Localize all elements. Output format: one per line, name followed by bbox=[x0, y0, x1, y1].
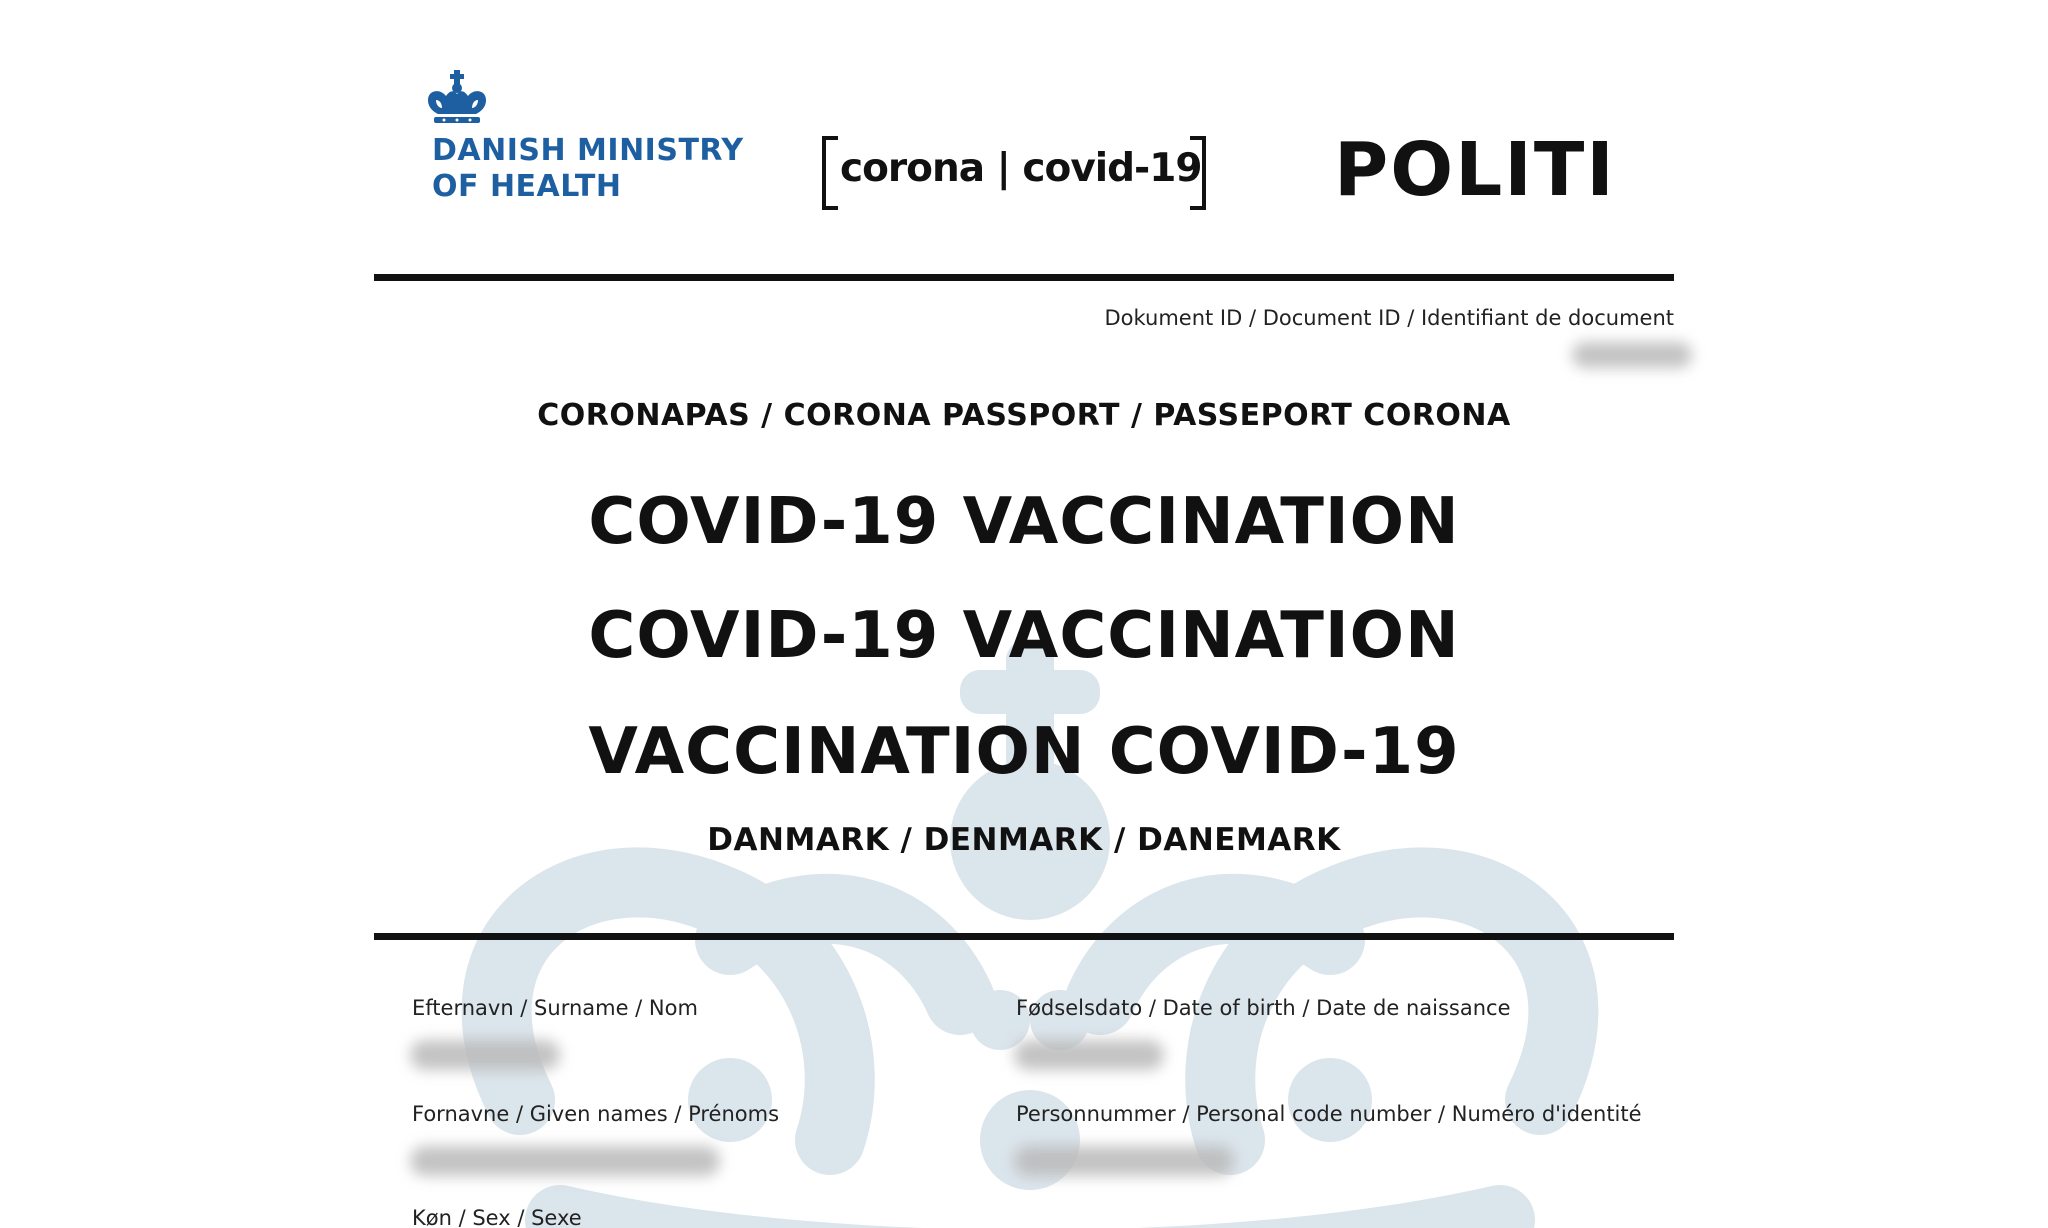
passport-subtitle: CORONAPAS / CORONA PASSPORT / PASSEPORT CORONA bbox=[537, 398, 1511, 433]
title-danish: COVID-19 VACCINATION bbox=[588, 485, 1460, 559]
corona-covid-text: corona | covid-19 bbox=[840, 146, 1202, 191]
country-line: DANMARK / DENMARK / DANEMARK bbox=[707, 822, 1341, 858]
top-divider bbox=[374, 274, 1674, 281]
surname-label: Efternavn / Surname / Nom bbox=[412, 996, 698, 1020]
given-names-redacted-value bbox=[410, 1146, 720, 1176]
left-bracket-icon bbox=[822, 136, 838, 210]
document-id-label: Dokument ID / Document ID / Identifiant de document bbox=[1104, 306, 1674, 330]
right-bracket-icon bbox=[1190, 136, 1206, 210]
ministry-of-health-logo bbox=[420, 68, 750, 218]
document-id-redacted-value bbox=[1572, 342, 1692, 368]
date-of-birth-redacted-value bbox=[1014, 1040, 1164, 1070]
crown-icon bbox=[424, 70, 490, 130]
date-of-birth-label: Fødselsdato / Date of birth / Date de naissance bbox=[1016, 996, 1511, 1020]
surname-redacted-value bbox=[410, 1040, 560, 1070]
title-french: VACCINATION COVID-19 bbox=[588, 715, 1460, 789]
ministry-name-line1: DANISH MINISTRY bbox=[432, 133, 744, 168]
sex-label: Køn / Sex / Sexe bbox=[412, 1206, 582, 1228]
title-english: COVID-19 VACCINATION bbox=[588, 599, 1460, 673]
personal-code-redacted-value bbox=[1014, 1146, 1234, 1176]
given-names-label: Fornavne / Given names / Prénoms bbox=[412, 1102, 780, 1126]
ministry-name-line2: OF HEALTH bbox=[432, 169, 622, 204]
crown-watermark-icon bbox=[400, 580, 1660, 1228]
corona-covid-logo bbox=[822, 136, 1206, 204]
personal-code-label: Personnummer / Personal code number / Numéro d'identité bbox=[1016, 1102, 1642, 1126]
bottom-divider bbox=[374, 933, 1674, 940]
politi-logo: POLITI bbox=[1334, 127, 1616, 213]
